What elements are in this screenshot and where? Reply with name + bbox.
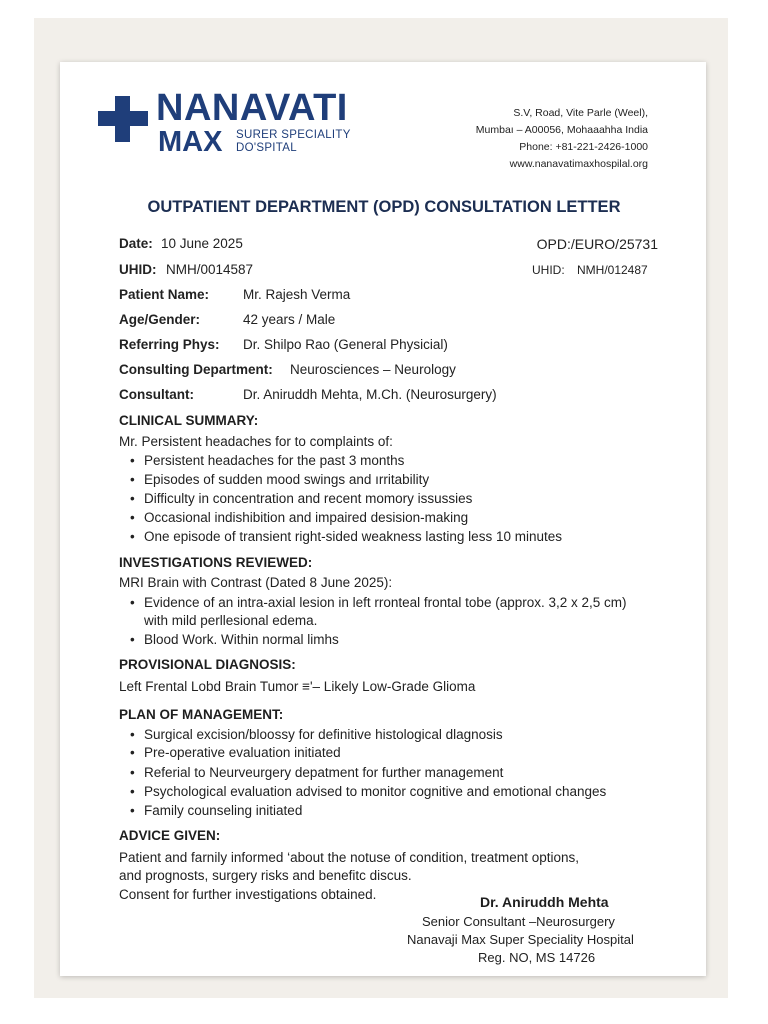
advice-line-3: Consent for further investigations obtained. bbox=[119, 887, 377, 902]
list-item: • Evidence of an intra-axial lesion in left rronteal frontal tobe (approx. 3,2 x 2,5 cm) bbox=[130, 595, 627, 610]
department-value: Neurosciences – Neurology bbox=[290, 362, 456, 377]
investigations-heading: INVESTIGATIONS REVIEWED: bbox=[119, 555, 313, 570]
hospital-subtitle: SURER SPECIALITY DO'SPITAL bbox=[236, 129, 351, 154]
signatory-designation: Senior Consultant –Neurosurgery bbox=[422, 914, 615, 929]
hospital-name: NANAVATI bbox=[156, 87, 348, 129]
age-gender-label: Age/Gender: bbox=[119, 312, 201, 327]
list-item: • Family counseling initiated bbox=[130, 803, 303, 818]
hospital-website: www.nanavatimaxhospilal.org bbox=[509, 158, 648, 170]
address-line-1: S.V, Road, Vite Parle (Weel), bbox=[513, 107, 648, 119]
referring-physician-label: Referring Phys: bbox=[119, 337, 220, 352]
medical-cross-icon bbox=[98, 96, 148, 142]
advice-line-1: Patient and farnily informed ‘about the notuse of condition, treatment options, bbox=[119, 850, 580, 865]
list-item: • Occasional indishibition and impaired desision-making bbox=[130, 510, 469, 525]
list-item: • Referial to Neurveurgery depatment for further management bbox=[130, 765, 504, 780]
list-item: • Blood Work. Within normal limhs bbox=[130, 632, 339, 647]
uhid-label: UHID: bbox=[119, 262, 157, 277]
list-item: • Surgical excision/bloossy for definitive histological dlagnosis bbox=[130, 727, 503, 742]
uhid-value: NMH/0014587 bbox=[166, 262, 254, 277]
hospital-phone: Phone: +81-221-2426-1000 bbox=[519, 141, 648, 153]
list-item: • Episodes of sudden mood swings and ırritability bbox=[130, 472, 430, 487]
list-item: • One episode of transient right-sided weakness lasting less 10 minutes bbox=[130, 529, 562, 544]
advice-line-2: and prognosts, surgery risks and benefitc discus. bbox=[119, 868, 412, 883]
management-heading: PLAN OF MANAGEMENT: bbox=[119, 707, 284, 722]
date-value: 10 June 2025 bbox=[161, 236, 243, 251]
signatory-registration: Reg. NO, MS 14726 bbox=[478, 950, 596, 965]
investigations-intro: MRI Brain with Contrast (Dated 8 June 2025): bbox=[119, 575, 393, 590]
opd-reference: OPD:/EURO/25731 bbox=[536, 236, 658, 252]
consultant-value: Dr. Aniruddh Mehta, M.Ch. (Neurosurgery) bbox=[243, 387, 497, 402]
age-gender-value: 42 years / Male bbox=[243, 312, 336, 327]
patient-name-label: Patient Name: bbox=[119, 287, 210, 302]
consultant-label: Consultant: bbox=[119, 387, 194, 402]
list-item: • Difficulty in concentration and recent momory issussies bbox=[130, 491, 473, 506]
department-label: Consulting Department: bbox=[119, 362, 273, 377]
list-item: • Psychological evaluation advised to monitor cognitive and emotional changes bbox=[130, 784, 607, 799]
uhid-right-label: UHID: bbox=[532, 263, 565, 277]
signatory-hospital: Nanavaji Max Super Speciality Hospital bbox=[407, 932, 634, 947]
advice-heading: ADVICE GIVEN: bbox=[119, 828, 221, 843]
clinical-summary-intro: Mr. Persistent headaches for to complaints of: bbox=[119, 434, 393, 449]
list-item: • Persistent headaches for the past 3 months bbox=[130, 453, 405, 468]
uhid-right-value: NMH/012487 bbox=[577, 263, 648, 277]
date-label: Date: bbox=[119, 236, 153, 251]
document-title: OUTPATIENT DEPARTMENT (OPD) CONSULTATION LETTER bbox=[147, 198, 621, 216]
list-item: • Pre-operative evaluation initiated bbox=[130, 745, 341, 760]
signatory-name: Dr. Aniruddh Mehta bbox=[480, 894, 609, 910]
address-line-2: Mumbaı – A00056, Mohaaahha India bbox=[475, 124, 648, 136]
diagnosis-heading: PROVISIONAL DIAGNOSIS: bbox=[119, 657, 296, 672]
diagnosis-text: Left Frental Lobd Brain Tumor ≡'– Likely Low-Grade Glioma bbox=[119, 679, 476, 694]
list-item-continuation: with mild perllesional edema. bbox=[144, 613, 318, 628]
referring-physician-value: Dr. Shilpo Rao (General Physicial) bbox=[243, 337, 448, 352]
patient-name-value: Mr. Rajesh Verma bbox=[243, 287, 351, 302]
hospital-name-max: MAX bbox=[158, 126, 223, 158]
clinical-summary-heading: CLINICAL SUMMARY: bbox=[119, 413, 259, 428]
